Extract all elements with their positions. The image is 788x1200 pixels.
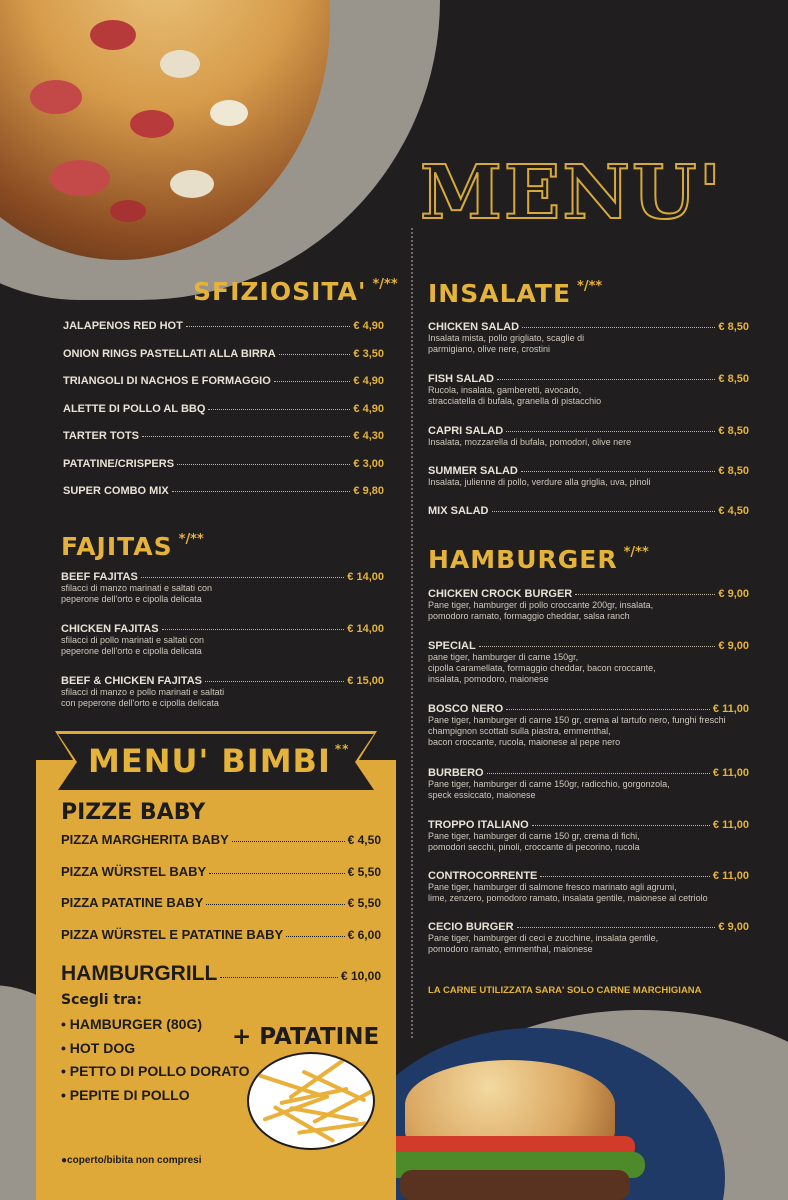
section-title-insalate <box>428 279 602 308</box>
pizze-baby-title: PIZZE BABY <box>61 800 206 825</box>
item-name: ONION RINGS PASTELLATI ALLA BIRRA <box>63 347 276 360</box>
item-name: HAMBURGRILL <box>61 962 218 985</box>
leader-dots <box>141 577 344 578</box>
item-price: € 8,50 <box>718 321 749 333</box>
item-price: € 9,80 <box>353 485 384 497</box>
sfiziosita-list <box>63 320 384 513</box>
leader-dots <box>279 354 351 355</box>
leader-dots <box>521 471 716 472</box>
leader-dots <box>208 409 350 410</box>
item-description: Pane tiger, hamburger di ceci e zucchine, insalata gentile, <box>428 933 659 943</box>
item-description: pane tiger, hamburger di carne 150gr, <box>428 652 579 662</box>
leader-dots <box>186 326 351 327</box>
pizze-baby-list <box>61 832 381 958</box>
section-title-mark: */** <box>623 545 649 560</box>
leader-dots <box>522 327 715 328</box>
menu-item <box>428 505 749 525</box>
section-title-sfiziosita <box>193 277 398 306</box>
bimbi-note: ●coperto/bibita non compresi <box>61 1155 202 1166</box>
section-title-fajitas <box>61 532 204 561</box>
item-name: BURBERO <box>428 767 484 779</box>
section-title-text: INSALATE <box>428 279 572 308</box>
item-description: peperone dell'orto e cipolla delicata <box>61 646 202 656</box>
item-description: lime, zenzero, pomodoro ramato, insalata gentile, maionese al cetriolo <box>428 893 708 903</box>
item-name: CAPRI SALAD <box>428 425 504 437</box>
item-price: € 4,90 <box>353 402 384 415</box>
section-title-mark: */** <box>577 279 603 294</box>
item-description: Insalata mista, pollo grigliato, scaglie di <box>428 333 585 343</box>
item-price: € 4,50 <box>718 505 749 517</box>
section-title-bimbi <box>88 742 349 780</box>
menu-item <box>61 927 381 959</box>
menu-item <box>61 571 384 623</box>
item-price: € 3,50 <box>353 347 384 360</box>
item-name: CHICKEN FAJITAS <box>61 623 159 635</box>
menu-item <box>63 348 384 376</box>
fajitas-list <box>61 571 384 727</box>
item-description: stracciatella di bufala, granella di pistacchio <box>428 396 602 406</box>
leader-dots <box>220 977 338 978</box>
menu-item <box>428 425 749 465</box>
menu-item <box>428 373 749 425</box>
item-name: SPECIAL <box>428 640 476 652</box>
meat-origin-note: LA CARNE UTILIZZATA SARA' SOLO CARNE MARCHIGIANA <box>428 985 702 996</box>
menu-item <box>428 640 749 703</box>
item-name: SUPER COMBO MIX <box>63 485 169 497</box>
item-price: € 4,50 <box>347 833 381 847</box>
leader-dots <box>177 464 350 465</box>
item-name: PATATINE/CRISPERS <box>63 457 175 470</box>
item-name: CONTROCORRENTE <box>428 870 538 882</box>
item-description: cipolla caramellata, formaggio cheddar, bacon croccante, <box>428 663 656 673</box>
item-description: champignon scottati sulla piastra, emmenthal, <box>428 726 611 736</box>
item-price: € 10,00 <box>340 969 381 983</box>
item-description: Rucola, insalata, gamberetti, avocado, <box>428 385 582 395</box>
item-description: sfilacci di manzo marinati e saltati con <box>61 583 213 593</box>
choose-label: Scegli tra: <box>61 992 143 1008</box>
item-name: PIZZA MARGHERITA BABY <box>61 832 229 847</box>
item-name: CHICKEN SALAD <box>428 321 520 333</box>
item-description: Insalata, mozzarella di bufala, pomodori, olive nere <box>428 437 632 447</box>
choice-item: • PEPITE DI POLLO <box>61 1086 190 1103</box>
choice-item: • HAMBURGER (80G) <box>61 1016 203 1032</box>
menu-item <box>61 962 381 994</box>
item-name: PIZZA WÜRSTEL E PATATINE BABY <box>61 926 284 942</box>
item-price: € 11,00 <box>712 767 749 779</box>
item-price: € 3,00 <box>353 457 384 470</box>
item-description: insalata, pomodoro, maionese <box>428 674 549 684</box>
item-price: € 14,00 <box>347 571 384 583</box>
item-price: € 9,00 <box>718 921 749 933</box>
section-title-hamburger <box>428 545 649 574</box>
leader-dots <box>487 773 710 774</box>
item-price: € 11,00 <box>712 703 749 715</box>
menu-item <box>61 832 381 864</box>
item-name: FISH SALAD <box>428 373 494 385</box>
leader-dots <box>479 646 716 647</box>
item-price: € 11,00 <box>712 870 749 882</box>
item-name: TROPPO ITALIANO <box>428 819 529 831</box>
menu-item <box>428 703 749 767</box>
leader-dots <box>162 629 345 630</box>
choices-list <box>61 1013 249 1107</box>
menu-item <box>63 458 384 486</box>
menu-item <box>428 870 749 921</box>
item-description: sfilacci di pollo marinati e saltati con <box>61 635 205 645</box>
plus-patatine: + PATATINE <box>232 1024 380 1050</box>
fries-photo <box>247 1052 375 1150</box>
item-description: parmigiano, olive nere, crostini <box>428 344 551 354</box>
item-name: CECIO BURGER <box>428 921 514 933</box>
item-price: € 4,90 <box>353 320 384 332</box>
menu-item <box>428 819 749 870</box>
item-price: € 4,30 <box>353 430 384 442</box>
menu-item <box>61 895 381 927</box>
item-price: € 11,00 <box>712 819 749 831</box>
menu-item <box>428 321 749 373</box>
item-name: BEEF & CHICKEN FAJITAS <box>61 675 202 687</box>
leader-dots <box>506 431 715 432</box>
item-description: Pane tiger, hamburger di salmone fresco marinato agli agrumi, <box>428 882 677 892</box>
item-price: € 6,00 <box>347 927 381 942</box>
section-title-mark: */** <box>372 277 398 292</box>
section-title-text: HAMBURGER <box>428 545 618 574</box>
item-name: ALETTE DI POLLO AL BBQ <box>63 402 206 415</box>
item-description: Insalata, julienne di pollo, verdure alla griglia, uva, pinoli <box>428 477 651 487</box>
item-price: € 4,90 <box>353 375 384 387</box>
leader-dots <box>286 936 344 937</box>
item-name: BOSCO NERO <box>428 703 504 715</box>
section-title-mark: ** <box>334 742 350 756</box>
item-price: € 9,00 <box>718 588 749 600</box>
item-price: € 14,00 <box>347 623 384 635</box>
leader-dots <box>540 876 710 877</box>
menu-item <box>63 430 384 458</box>
item-price: € 15,00 <box>347 675 384 687</box>
leader-dots <box>206 904 344 905</box>
item-price: € 8,50 <box>718 373 749 385</box>
hamburgrill-row <box>61 962 381 994</box>
item-description: Pane tiger, hamburger di carne 150gr, radicchio, gorgonzola, <box>428 779 670 789</box>
item-description: pomodoro ramato, formaggio cheddar, salsa ranch <box>428 611 630 621</box>
choice-item: • PETTO DI POLLO DORATO <box>61 1063 250 1079</box>
item-description: Pane tiger, hamburger di carne 150 gr, crema al tartufo nero, funghi freschi <box>428 715 726 725</box>
section-title-mark: */** <box>178 532 204 547</box>
leader-dots <box>172 491 351 492</box>
menu-title: MENU' <box>420 150 724 236</box>
insalate-list <box>428 321 749 525</box>
column-divider <box>411 228 413 1038</box>
item-name: CHICKEN CROCK BURGER <box>428 588 573 600</box>
item-description: speck essiccato, maionese <box>428 790 536 800</box>
item-price: € 5,50 <box>347 896 381 910</box>
leader-dots <box>232 841 345 842</box>
leader-dots <box>209 873 344 874</box>
menu-item <box>63 485 384 513</box>
item-description: Pane tiger, hamburger di carne 150 gr, crema di fichi, <box>428 831 640 841</box>
item-description: Pane tiger, hamburger di pollo croccante 200gr, insalata, <box>428 600 654 610</box>
leader-dots <box>517 927 716 928</box>
leader-dots <box>142 436 350 437</box>
leader-dots <box>532 825 710 826</box>
item-description: sfilacci di manzo e pollo marinati e saltati <box>61 687 225 697</box>
menu-item <box>61 864 381 896</box>
leader-dots <box>205 681 344 682</box>
menu-item <box>428 465 749 505</box>
menu-item <box>428 767 749 819</box>
menu-item <box>428 921 749 973</box>
menu-item <box>63 403 384 431</box>
item-name: TRIANGOLI DI NACHOS E FORMAGGIO <box>63 375 271 387</box>
item-price: € 5,50 <box>347 864 381 879</box>
menu-item <box>61 623 384 675</box>
leader-dots <box>506 709 710 710</box>
choice-item: • HOT DOG <box>61 1039 136 1056</box>
item-name: BEEF FAJITAS <box>61 571 138 583</box>
leader-dots <box>575 594 715 595</box>
menu-item <box>63 375 384 403</box>
item-name: MIX SALAD <box>428 505 489 517</box>
item-name: JALAPENOS RED HOT <box>63 320 183 332</box>
item-description: con peperone dell'orto e cipolla delicata <box>61 698 219 708</box>
menu-item <box>63 320 384 348</box>
item-name: PIZZA PATATINE BABY <box>61 895 204 910</box>
item-description: bacon croccante, rucola, maionese al pepe nero <box>428 737 621 747</box>
section-title-text: MENU' BIMBI <box>88 742 331 780</box>
item-price: € 9,00 <box>718 640 749 652</box>
item-description: pomodoro ramato, emmenthal, maionese <box>428 944 593 954</box>
item-price: € 8,50 <box>718 425 749 437</box>
hamburger-list <box>428 588 749 973</box>
leader-dots <box>492 511 716 512</box>
item-name: PIZZA WÜRSTEL BABY <box>61 863 207 879</box>
item-description: pomodori secchi, pinoli, croccante di pecorino, rucola <box>428 842 640 852</box>
leader-dots <box>274 381 351 382</box>
section-title-text: FAJITAS <box>61 532 173 561</box>
item-price: € 8,50 <box>718 465 749 477</box>
menu-item <box>61 675 384 727</box>
section-title-text: SFIZIOSITA' <box>193 277 367 306</box>
item-description: peperone dell'orto e cipolla delicata <box>61 594 202 604</box>
item-name: TARTER TOTS <box>63 430 139 442</box>
menu-item <box>428 588 749 640</box>
leader-dots <box>497 379 715 380</box>
item-name: SUMMER SALAD <box>428 465 518 477</box>
